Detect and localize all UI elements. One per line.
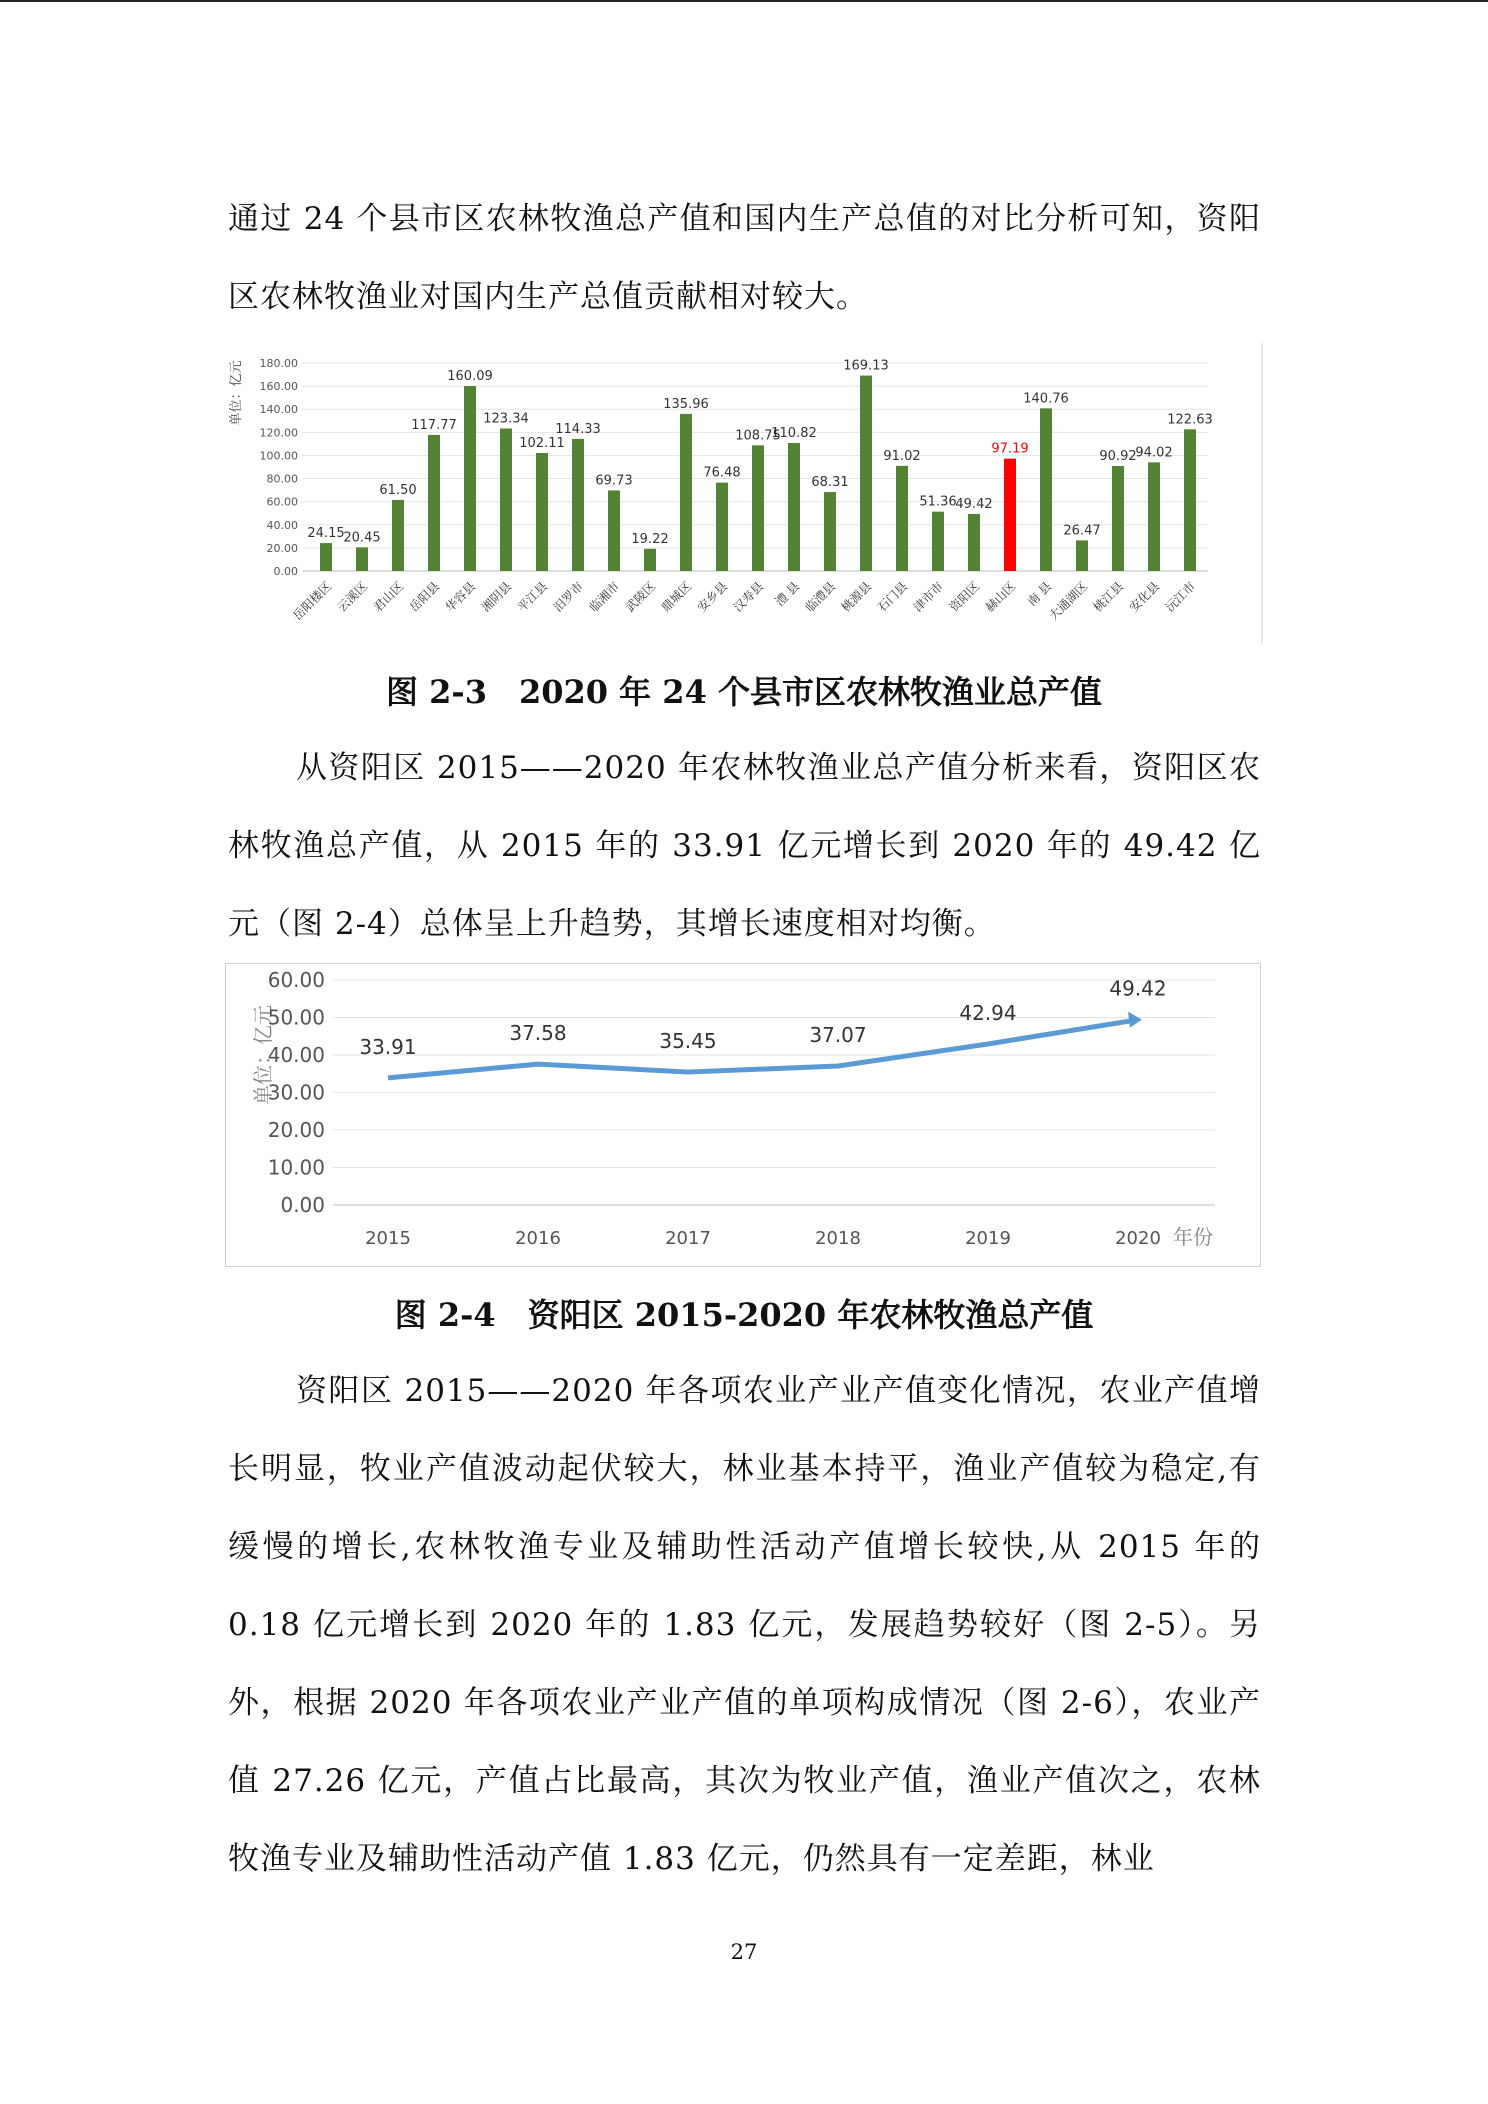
- bar-chart-bar: [500, 428, 512, 571]
- bar-chart-bar: [464, 386, 476, 571]
- line-chart: [225, 963, 1262, 1268]
- bar-chart-category-label: 岳阳县: [406, 579, 443, 615]
- bar-chart-category-label: 南 县: [1024, 579, 1055, 609]
- bar-chart-category-label: 临湘市: [586, 579, 623, 615]
- bar-chart-container: [228, 343, 1265, 647]
- line-chart-container: [225, 963, 1262, 1272]
- bar-chart-bar: [896, 466, 908, 571]
- line-chart-xtick: 2016: [515, 1228, 561, 1249]
- bar-chart-category-label: 岳阳楼区: [290, 579, 335, 624]
- paragraph-3: 资阳区 2015——2020 年各项农业产业产值变化情况，农业产值增长明显，牧业产值波动起伏较大，林业基本持平，渔业产值较为稳定,有缓慢的增长,农林牧渔专业及辅助性活动产值增长较快,从 2015 年的 0.18 亿元增长到 2020 年的 1.83 亿元，发展趋势较好（图 2-5）。另外，根据 2020 年各项农业产业产值的单项构成情况（图 2-6），农业产值 27.26 亿元，产值占比最高，其次为牧业产值，渔业产值次之，农林牧渔专业及辅助性活动产值 1.83 亿元，仍然具有一定差距，林业: [228, 1373, 1261, 1877]
- line-chart-xtick: 2020: [1115, 1228, 1161, 1249]
- line-chart-ytick: 40.00: [267, 1043, 325, 1067]
- bar-chart-bar: [428, 435, 440, 571]
- bar-chart-ytick: 0.00: [273, 565, 298, 578]
- line-chart-ytick: 50.00: [267, 1005, 325, 1030]
- bar-chart-data-label: 108.75: [735, 428, 781, 444]
- bar-chart-data-label: 19.22: [631, 531, 669, 547]
- bar-chart-category-label: 鼎城区: [658, 579, 695, 615]
- bar-chart-category-label: 大通湖区: [1046, 579, 1091, 624]
- bar-chart-ytick: 80.00: [266, 472, 298, 486]
- bar-chart-bar: [644, 549, 656, 571]
- line-chart-data-label: 49.42: [1109, 976, 1167, 1001]
- line-chart-data-label: 42.94: [959, 1000, 1017, 1025]
- bar-chart-category-label: 云溪区: [334, 579, 371, 615]
- bar-chart-bar: [788, 443, 800, 571]
- bar-chart-data-label: 76.48: [703, 465, 741, 481]
- bar-chart-category-label: 武陵区: [622, 579, 659, 615]
- paragraph-2: 从资阳区 2015——2020 年农林牧渔业总产值分析来看，资阳区农林牧渔总产值，从 2015 年的 33.91 亿元增长到 2020 年的 49.42 亿元（图 2-4）总体呈上升趋势，其增长速度相对均衡。: [228, 750, 1261, 942]
- line-chart-ytick: 30.00: [267, 1080, 325, 1105]
- bar-chart-bar: [824, 492, 836, 571]
- bar-chart-ytick: 100.00: [259, 449, 298, 463]
- bar-chart-bar: [860, 376, 872, 571]
- bar-chart-data-label: 110.82: [771, 425, 817, 441]
- bar-chart-data-label: 91.02: [883, 448, 921, 464]
- bar-chart-category-label: 安乡县: [694, 579, 731, 615]
- bar-chart-ytick: 140.00: [259, 403, 298, 417]
- line-chart-xtick: 2018: [815, 1228, 861, 1249]
- page-number: 27: [730, 1940, 758, 1964]
- line-chart-data-label: 37.07: [809, 1022, 867, 1047]
- bar-chart-data-label: 90.92: [1099, 448, 1137, 464]
- bar-chart-bar: [356, 547, 368, 571]
- bar-chart-bar: [968, 514, 980, 571]
- bar-chart-data-label: 122.63: [1167, 412, 1213, 428]
- line-chart-ytick: 10.00: [267, 1155, 325, 1180]
- bar-chart-category-label: 赫山区: [982, 579, 1019, 615]
- bar-chart-data-label: 24.15: [307, 526, 345, 542]
- bar-chart-category-label: 平江县: [514, 579, 551, 615]
- line-chart-data-label: 37.58: [509, 1021, 567, 1046]
- line-chart-ytick: 0.00: [280, 1193, 325, 1217]
- bar-chart-ytick: 60.00: [266, 495, 298, 509]
- line-chart-data-label: 35.45: [659, 1029, 717, 1054]
- bar-chart-ylabel: 单位：亿元: [229, 360, 244, 426]
- bar-chart-ytick: 40.00: [266, 518, 298, 532]
- bar-chart-bar: [1076, 540, 1088, 571]
- bar-chart-bar: [608, 490, 620, 571]
- bar-chart-bar: [1184, 429, 1196, 571]
- figure-2-3-caption: 图 2-3 2020 年 24 个县市区农林牧渔业总产值: [386, 673, 1102, 711]
- bar-chart-data-label: 49.42: [955, 496, 993, 512]
- bar-chart-data-label: 135.96: [663, 396, 709, 412]
- line-chart-xtick: 2017: [665, 1228, 711, 1249]
- bar-chart-data-label: 114.33: [555, 421, 601, 437]
- bar-chart-ytick: 20.00: [266, 541, 298, 555]
- bar-chart-bar: [392, 500, 404, 571]
- bar-chart-bar: [1040, 408, 1052, 571]
- bar-chart-bar: [1004, 459, 1016, 571]
- bar-chart-category-label: 桃源县: [838, 579, 875, 615]
- bar-chart-bar: [932, 512, 944, 571]
- bar-chart-bar: [1148, 462, 1160, 571]
- bar-chart-data-label: 68.31: [811, 475, 849, 491]
- bar-chart-ytick: 160.00: [259, 380, 298, 394]
- bar-chart-category-label: 君山区: [370, 579, 407, 615]
- bar-chart-data-label: 26.47: [1063, 523, 1101, 539]
- line-chart-xtick: 2019: [965, 1228, 1011, 1249]
- bar-chart-category-label: 澧 县: [772, 579, 803, 609]
- line-chart-ylabel: 单位：亿元: [251, 1005, 275, 1105]
- bar-chart-bar: [716, 483, 728, 571]
- paragraph-1: 通过 24 个县市区农林牧渔总产值和国内生产总值的对比分析可知，资阳区农林牧渔业对国内生产总值贡献相对较大。: [228, 201, 1261, 315]
- line-chart-ytick: 60.00: [267, 968, 325, 992]
- line-chart-xlabel: 年份: [1173, 1225, 1213, 1249]
- line-chart-ytick: 20.00: [267, 1118, 325, 1142]
- bar-chart-category-label: 桃江县: [1090, 579, 1127, 615]
- bar-chart-data-label: 102.11: [519, 436, 565, 452]
- bar-chart-category-label: 石门县: [874, 579, 911, 615]
- bar-chart-category-label: 汉寿县: [730, 579, 767, 615]
- bar-chart-data-label: 69.73: [595, 473, 633, 489]
- bar-chart-data-label: 61.50: [379, 482, 417, 498]
- bar-chart-category-label: 资阳区: [946, 579, 983, 615]
- bar-chart-data-label: 97.19: [991, 441, 1029, 457]
- line-chart-data-label: 33.91: [359, 1034, 417, 1059]
- bar-chart-data-label: 160.09: [447, 369, 493, 385]
- bar-chart-bar: [572, 439, 584, 571]
- bar-chart-data-label: 169.13: [843, 358, 889, 374]
- bar-chart-category-label: 安化县: [1126, 579, 1163, 615]
- bar-chart-bar: [320, 543, 332, 571]
- bar-chart-data-label: 117.77: [411, 417, 457, 433]
- bar-chart-category-label: 湘阴县: [478, 579, 515, 615]
- bar-chart-ytick: 180.00: [259, 357, 298, 370]
- line-chart-xtick: 2015: [365, 1228, 411, 1249]
- bar-chart-bar: [680, 414, 692, 571]
- line-chart-frame: [226, 964, 1261, 1267]
- bar-chart-bar: [752, 445, 764, 571]
- bar-chart-ytick: 120.00: [259, 426, 298, 440]
- bar-chart-bar: [536, 453, 548, 571]
- bar-chart: [228, 343, 1265, 643]
- bar-chart-data-label: 140.76: [1023, 391, 1069, 407]
- bar-chart-category-label: 沅江市: [1162, 579, 1199, 615]
- page-top-border: [0, 0, 1488, 2]
- bar-chart-category-label: 临澧县: [802, 579, 839, 615]
- bar-chart-category-label: 汨罗市: [550, 579, 587, 615]
- bar-chart-category-label: 华容县: [442, 579, 479, 615]
- bar-chart-bar: [1112, 466, 1124, 571]
- bar-chart-data-label: 20.45: [343, 530, 381, 546]
- figure-2-4-caption: 图 2-4 资阳区 2015-2020 年农林牧渔总产值: [394, 1296, 1094, 1334]
- bar-chart-data-label: 94.02: [1135, 445, 1173, 461]
- bar-chart-data-label: 51.36: [919, 494, 957, 510]
- bar-chart-category-label: 津市市: [910, 579, 947, 615]
- bar-chart-data-label: 123.34: [483, 411, 529, 427]
